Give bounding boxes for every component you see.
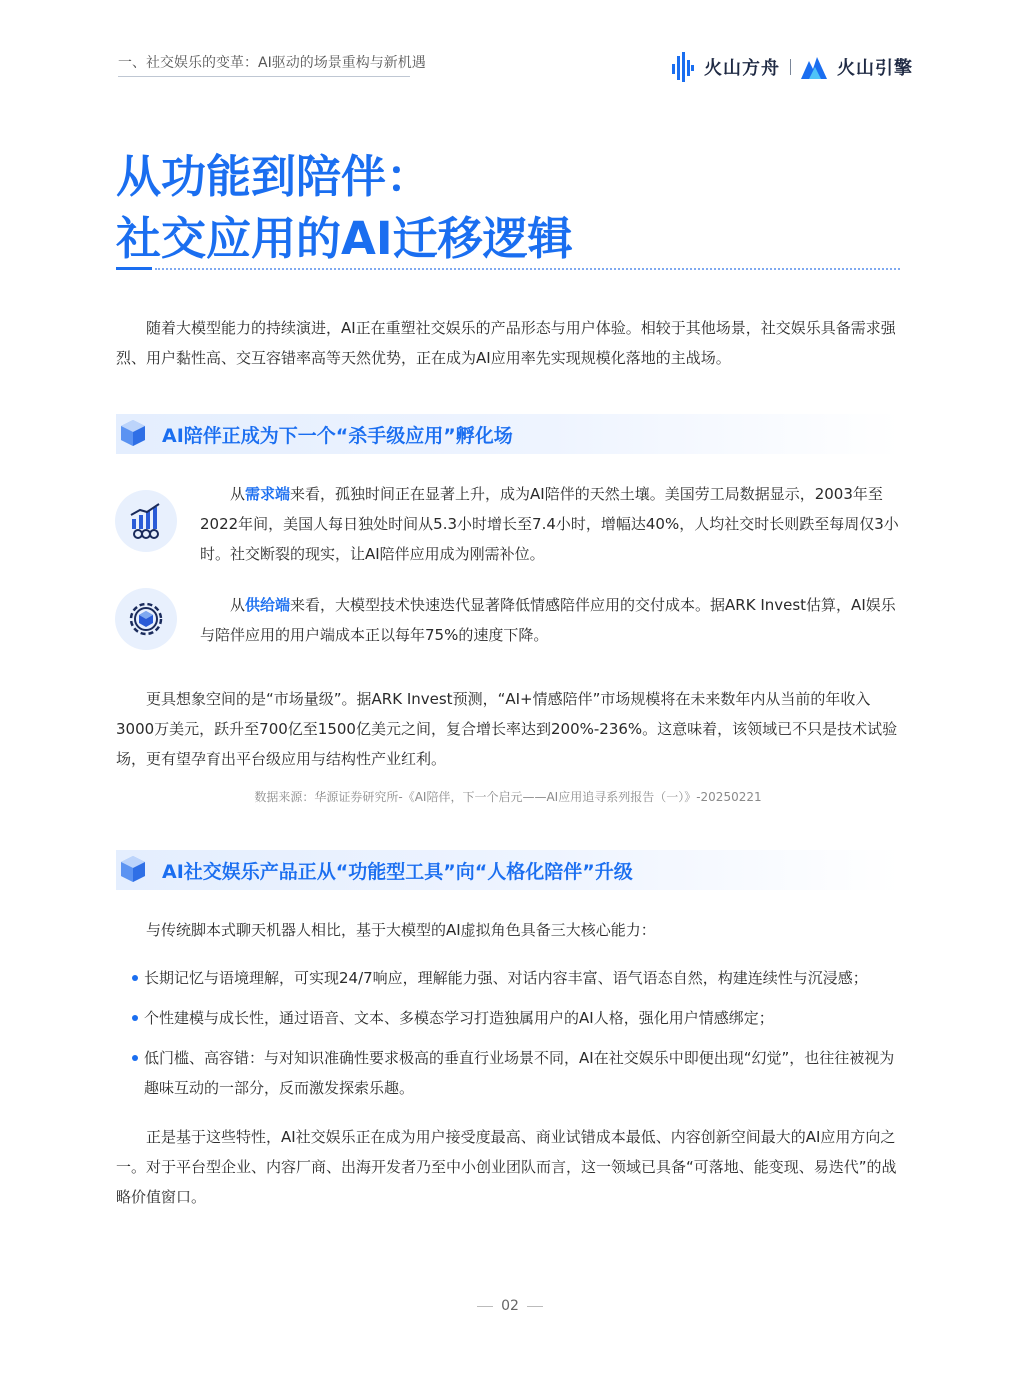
list-item: 长期记忆与语境理解，可实现24/7响应，理解能力强、对话内容丰富、语气语态自然，构建连续性与沉浸感； [144,963,900,993]
supply-icon-badge [115,588,177,650]
page-number-dash-right [527,1306,543,1307]
supply-prefix: 从 [230,596,246,614]
page-number-dash-left [477,1306,493,1307]
page-title [116,146,573,270]
data-source-note: 数据来源：华源证券研究所-《AI陪伴，下一个启元——AI应用追寻系列报告（一）》-20250221 [254,790,762,804]
gear-cube-icon [126,599,166,639]
logo-volcano-ark: 火山方舟 [704,58,780,79]
supply-paragraph [200,590,900,650]
title-line-2: 社交应用的AI迁移逻辑 [116,212,573,265]
bullet-dot [132,1015,138,1021]
section-title-2: AI社交娱乐产品正从“功能型工具”向“人格化陪伴”升级 [162,861,633,883]
market-paragraph: 更具想象空间的是“市场量级”。据ARK Invest预测，“AI+情感陪伴”市场规模将在未来数年内从当前的年收入3000万美元，跃升至700亿至1500亿美元之间，复合增长率达到200%-236%。这意味着，该领域已不只是技术试验场，更有望孕育出平台级应用与结构性产业红利。 [116,690,898,768]
demand-highlight: 需求端 [245,485,291,503]
capabilities-lead: 与传统脚本式聊天机器人相比，基于大模型的AI虚拟角色具备三大核心能力： [146,921,656,939]
brand-logos [672,50,913,84]
list-item: 低门槛、高容错：与对知识准确性要求极高的垂直行业场景不同，AI在社交娱乐中即便出现“幻觉”，也往往被视为趣味互动的一部分，反而激发探索乐趣。 [144,1043,900,1103]
running-header: 一、社交娱乐的变革：AI驱动的场景重构与新机遇 [118,55,426,71]
title-line-1: 从功能到陪伴： [116,150,432,203]
supply-highlight: 供给端 [245,596,291,614]
section-header-2 [116,850,900,890]
intro-paragraph: 随着大模型能力的持续演进，AI正在重塑社交娱乐的产品形态与用户体验。相较于其他场景，社交娱乐具备需求强烈、用户黏性高、交互容错率高等天然优势，正在成为AI应用率先实现规模化落地的主战场。 [116,319,896,367]
demand-icon-badge [115,490,177,552]
supply-text: 来看，大模型技术快速迭代显著降低情感陪伴应用的交付成本。据ARK Invest估算，AI娱乐与陪伴应用的用户端成本正以每年75%的速度下降。 [200,596,896,644]
people-growth-icon [126,501,166,541]
volcano-ark-logo-icon [672,52,694,82]
logo-volcano-engine: 火山引擎 [837,58,913,79]
cube-icon [118,854,148,884]
title-underline-accent [116,267,152,270]
demand-prefix: 从 [230,485,246,503]
volcano-engine-logo-icon [801,55,827,79]
bullet-dot [132,975,138,981]
demand-paragraph [200,479,900,569]
list-item: 个性建模与成长性，通过语音、文本、多模态学习打造独属用户的AI人格，强化用户情感绑定； [144,1003,900,1033]
section-title-1: AI陪伴正成为下一个“杀手级应用”孵化场 [162,425,513,447]
header-divider [118,76,410,77]
closing-paragraph: 正是基于这些特性，AI社交娱乐正在成为用户接受度最高、商业试错成本最低、内容创新空间最大的AI应用方向之一。对于平台型企业、内容厂商、出海开发者乃至中小创业团队而言，这一领域已具备“可落地、能变现、易迭代”的战略价值窗口。 [116,1128,897,1206]
section-header-1 [116,414,900,454]
bullet-dot [132,1055,138,1061]
demand-text: 来看，孤独时间正在显著上升，成为AI陪伴的天然土壤。美国劳工局数据显示，2003年至2022年间，美国人每日独处时间从5.3小时增长至7.4小时，增幅达40%，人均社交时长则跌至每周仅3小时。社交断裂的现实，让AI陪伴应用成为刚需补位。 [200,485,899,563]
page-number: 02 [0,1298,1020,1314]
cube-icon [118,418,148,448]
title-underline-dotted [155,268,900,270]
logo-separator [790,59,791,75]
